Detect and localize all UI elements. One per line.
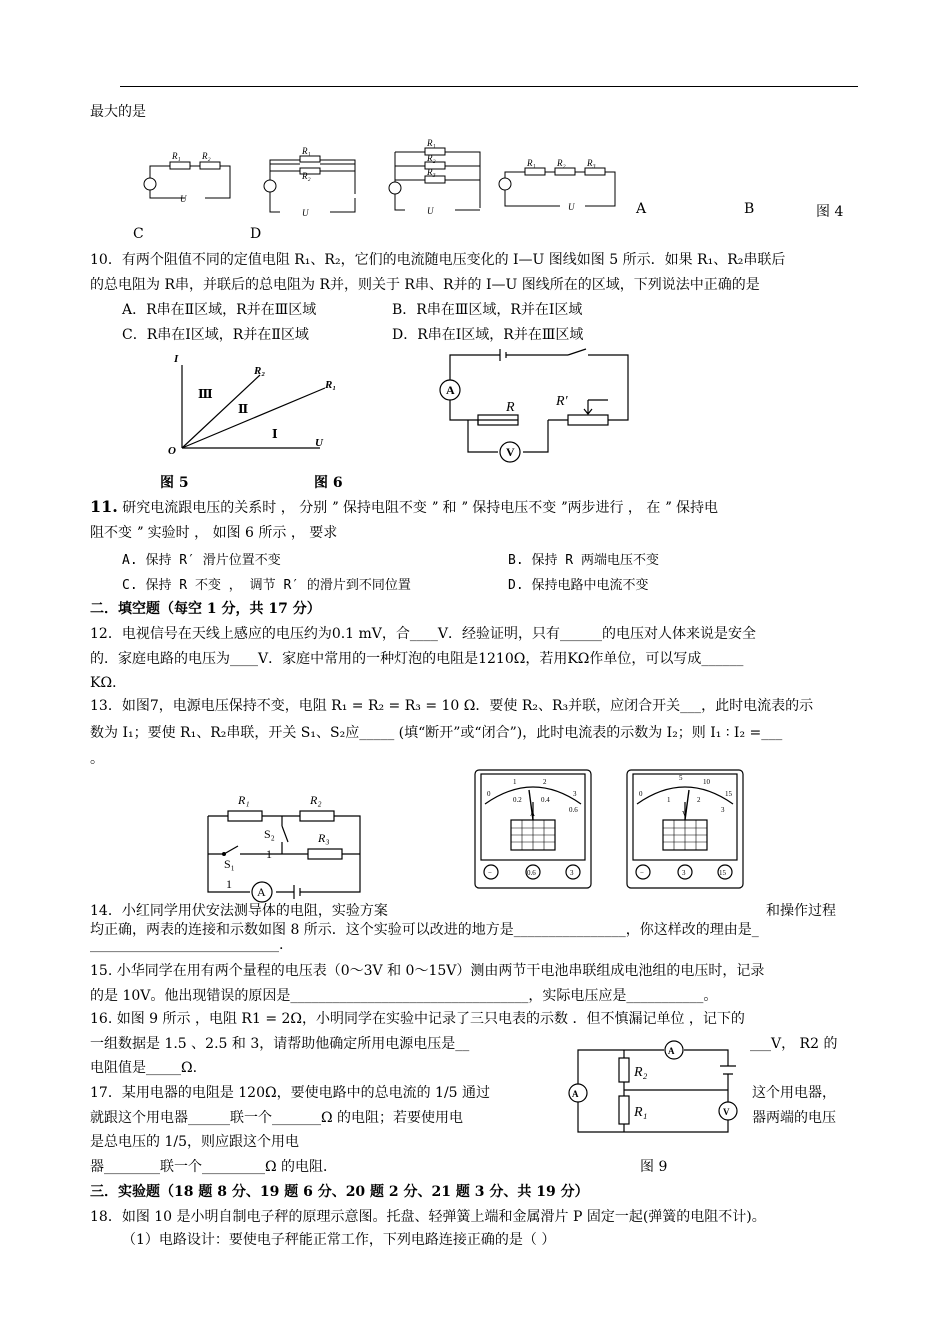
q17-line1: 17．某用电器的电阻是 120Ω，要使电路中的总电流的 1/5 通过 (90, 1085, 491, 1101)
q11-option-a: A. 保持 R′ 滑片位置不变 (122, 553, 281, 568)
voltmeter-tick-2: 2 (697, 796, 701, 804)
voltmeter-terminal-neg: − (640, 869, 644, 877)
fig4-c4-R2: R₂ (557, 158, 566, 168)
fig6-Rprime-label: R′ (556, 394, 568, 409)
voltmeter-terminal-15: 15 (719, 869, 726, 877)
fig4-c2-U: U (302, 208, 309, 218)
fig6-caption: 图 6 (314, 475, 343, 491)
q16-line2: 一组数据是 1.5 、2.5 和 3，请帮助他确定所用电源电压是__ (90, 1036, 470, 1052)
voltmeter-tick-0: 0 (639, 790, 643, 798)
fig4-caption: 图 4 (816, 204, 844, 220)
q17-line4: 器________联一个_________Ω 的电阻． (90, 1159, 338, 1175)
fig5-R1-label: R₁ (325, 379, 337, 391)
q12-line3: KΩ． (90, 675, 127, 691)
fig5-region-II: Ⅱ (238, 402, 249, 416)
q14-line3: ___________________________. (90, 937, 284, 953)
fig7-R3-label: R₃ (318, 831, 330, 845)
q18-line1: 18．如图 10 是小明自制电子秤的原理示意图。托盘、轻弹簧上端和金属滑片 P 固定一起(弹簧的电阻不计)。 (90, 1209, 766, 1225)
q15-line2: 的是 10V。他出现错误的原因是__________________________________，实际电压应是___________。 (90, 988, 718, 1004)
fig7-S1-label: S₁ (224, 857, 235, 871)
fig4-c3-U: U (427, 206, 434, 216)
ammeter-tick-0: 0 (487, 790, 491, 798)
ammeter-dial-label: A (530, 810, 536, 818)
q14-line1: 14．小红同学用伏安法测导体的电阻，实验方案 (90, 903, 388, 919)
fig7-R1-label: R₁ (238, 793, 250, 807)
q13-line3: 。 (90, 751, 104, 767)
fig4-label-B: B (744, 201, 755, 217)
fig9-R1-label: R₁ (634, 1105, 648, 1120)
q11-option-d: D. 保持电路中电流不变 (508, 578, 649, 593)
q11-option-c: C. 保持 R 不变 ， 调节 R′ 的滑片到不同位置 (122, 578, 411, 593)
fig4-c3-R3: R₃ (427, 167, 436, 177)
q17-line2: 就跟这个用电器______联一个_______Ω 的电阻；若要使用电 (90, 1110, 464, 1126)
ammeter-tick-1: 1 (513, 778, 517, 786)
fig7-R2-label: R₂ (310, 793, 322, 807)
q13-line2: 数为 I₁；要使 R₁、R₂串联，开关 S₁、S₂应_____ (填“断开”或“闭合”)，此时电流表的示数为 I₂；则 I₁ ∶ I₂ =___ (90, 725, 783, 741)
fig7-S1-number: 1 (226, 877, 232, 891)
voltmeter-tick-15: 15 (725, 790, 732, 798)
fig4-c1-U: U (180, 194, 187, 204)
fig6-voltmeter-label: V (506, 445, 515, 459)
ammeter-tick-2: 2 (543, 778, 547, 786)
fig4-c3-R1: R₁ (427, 138, 436, 148)
q10-option-b: B．R串在Ⅲ区域，R并在Ⅰ区域 (392, 302, 583, 318)
voltmeter-tick-1: 1 (667, 796, 671, 804)
voltmeter-tick-10: 10 (703, 778, 710, 786)
q16-line1: 16. 如图 9 所示 ，电阻 R1 = 2Ω，小明同学在实验中记录了三只电表的示数 ．但不慎漏记单位 ，记下的 (90, 1011, 745, 1027)
fig9-R2-label: R₂ (634, 1065, 648, 1080)
voltmeter-tick-5: 5 (679, 774, 683, 782)
fig4-label-C: C (133, 226, 144, 242)
q11-number: 11. (90, 497, 118, 516)
q17-line1-end: 这个用电器， (752, 1085, 836, 1101)
fig7-ammeter-label: A (257, 885, 266, 899)
q10-option-a: A．R串在Ⅱ区域，R并在Ⅲ区域 (122, 302, 317, 318)
q16-line3: 电阻值是_____Ω. (90, 1060, 198, 1076)
q14-line1-end: 和操作过程 (766, 903, 836, 919)
ammeter-terminal-0.6: 0.6 (527, 869, 536, 877)
fig4-c4-R1: R₁ (527, 158, 536, 168)
figure-8-meters (473, 768, 743, 896)
fig4-c1-R1: R₁ (172, 151, 181, 161)
fig5-caption: 图 5 (160, 475, 189, 491)
q16-line2-end: ___V， R2 的 (750, 1036, 838, 1052)
q15-line1: 15. 小华同学在用有两个量程的电压表（0～3V 和 0～15V）测由两节干电池串联组成电池组的电压时，记录 (90, 963, 765, 979)
q10-line2: 的总电阻为 R串，并联后的总电阻为 R并，则关于 R串、R并的 I—U 图线所在的区域，下列说法中正确的是 (90, 277, 760, 293)
q18-line2: （1）电路设计：要使电子秤能正常工作，下列电路连接正确的是（ ） (122, 1232, 556, 1248)
fig4-c3-R2: R₂ (427, 153, 436, 163)
fig5-origin: O (168, 445, 176, 457)
figure-5-iu-graph (160, 350, 360, 460)
fig6-R-label: R (506, 400, 515, 415)
figure-4-circuits (130, 138, 630, 218)
fig5-axis-I: I (174, 353, 179, 365)
q14-line2: 均正确，两表的连接和示数如图 8 所示．这个实验可以改进的地方是________________，你这样改的理由是_ (90, 922, 759, 938)
fig5-axis-U: U (315, 437, 323, 449)
fig9-caption: 图 9 (640, 1159, 668, 1175)
fig9-A1-label: A (668, 1046, 675, 1056)
fig5-region-III: Ⅲ (198, 387, 213, 401)
fig7-S2-label: S₂ (264, 827, 275, 841)
q17-line3: 是总电压的 1/5，则应跟这个用电 (90, 1134, 299, 1150)
figure-7-circuit (200, 790, 380, 912)
fig9-voltmeter-label: V (723, 1107, 730, 1117)
figure-6-circuit (438, 345, 638, 465)
section-3-heading: 三．实验题（18 题 8 分、19 题 6 分、20 题 2 分、21 题 3 分、共 19 分） (90, 1184, 589, 1200)
voltmeter-terminal-3: 3 (682, 869, 686, 877)
fig6-ammeter-label: A (446, 383, 455, 397)
q10-option-c: C．R串在Ⅰ区域，R并在Ⅱ区域 (122, 327, 309, 343)
fig4-label-D: D (250, 226, 262, 242)
q11-option-b: B. 保持 R 两端电压不变 (508, 553, 659, 568)
q13-line1: 13．如图7，电源电压保持不变，电阻 R₁ = R₂ = R₃ = 10 Ω．要使 R₂、R₃并联，应闭合开关___，此时电流表的示 (90, 698, 814, 714)
ammeter-tick-0.2: 0.2 (513, 796, 522, 804)
fig4-c2-R2: R₂ (302, 171, 311, 181)
fig4-c1-R2: R₂ (202, 151, 211, 161)
q12-line1: 12．电视信号在天线上感应的电压约为0.1 mV，合____V．经验证明，只有______的电压对人体来说是安全 (90, 626, 757, 642)
q12-line2: 的．家庭电路的电压为____V．家庭中常用的一种灯泡的电阻是1210Ω，若用KΩ作单位，可以写成______ (90, 651, 744, 667)
fig4-c4-U: U (568, 202, 575, 212)
fig5-R2-label: R₂ (254, 365, 266, 377)
q11-line2: 阻不变 ˮ 实验时 ， 如图 6 所示 ， 要求 (90, 525, 338, 541)
q11-line1 (90, 497, 718, 517)
ammeter-tick-0.6: 0.6 (569, 806, 578, 814)
fig5-region-I: Ⅰ (272, 427, 278, 441)
voltmeter-tick-3: 3 (721, 806, 725, 814)
ammeter-terminal-3: 3 (570, 869, 574, 877)
fig7-S2-number: 1 (266, 847, 272, 861)
figure-9-circuit (566, 1040, 746, 1142)
voltmeter-dial-label: V (682, 810, 688, 818)
q17-line2-end: 器两端的电压 (752, 1110, 836, 1126)
q10-option-d: D．R串在Ⅰ区域，R并在Ⅲ区域 (392, 327, 584, 343)
fig4-c4-R3: R₃ (587, 158, 596, 168)
fig9-A2-label: A (572, 1089, 579, 1099)
ammeter-tick-3: 3 (573, 790, 577, 798)
ammeter-terminal-neg: − (488, 869, 492, 877)
header-rule (120, 86, 858, 87)
q11-stem-1: 研究电流跟电压的关系时 ， 分别 ˮ 保持电阻不变 ˮ 和 ˮ 保持电压不变 ˮ两步进行 ， 在 ˮ 保持电 (122, 500, 719, 516)
section-2-heading: 二．填空题（每空 1 分，共 17 分） (90, 601, 321, 617)
fig4-c2-R1: R₁ (302, 146, 311, 156)
q10-line1: 10．有两个阻值不同的定值电阻 R₁、R₂，它们的电流随电压变化的 I—U 图线如图 5 所示．如果 R₁、R₂串联后 (90, 252, 786, 268)
fig4-label-A: A (636, 201, 647, 217)
ammeter-tick-0.4: 0.4 (541, 796, 550, 804)
q9-tail-text: 最大的是 (90, 104, 146, 120)
